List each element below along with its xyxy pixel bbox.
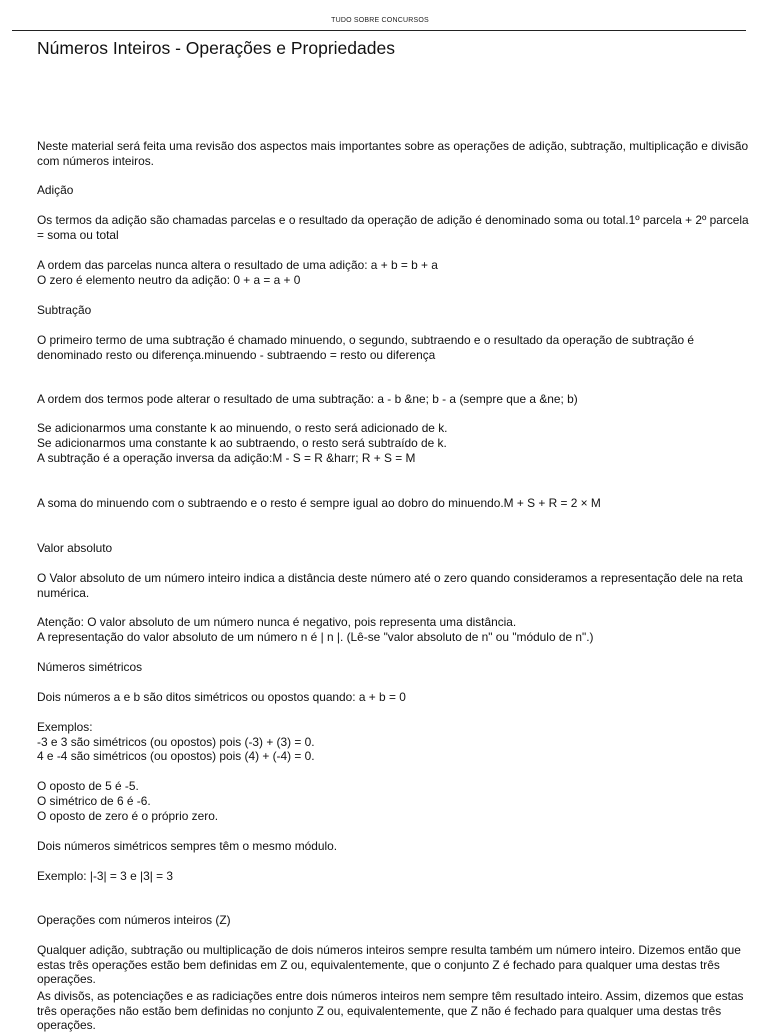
oposto-line-2: O simétrico de 6 é -6. — [37, 794, 151, 808]
modulo-paragraph: Dois números simétricos sempres têm o mesmo módulo. — [37, 839, 338, 853]
subtracao-paragraph-3: A soma do minuendo com o subtraendo e o resto é sempre igual ao dobro do minuendo.M + S + R = 2 × M — [37, 496, 601, 510]
section-heading-simetricos: Números simétricos — [37, 660, 143, 674]
subtracao-paragraph-2: A ordem dos termos pode alterar o resultado de uma subtração: a - b &ne; b - a (sempre que a &ne; b) — [37, 392, 578, 406]
valor-paragraph: O Valor absoluto de um número inteiro indica a distância deste número até o zero quando consideramos a representação dele na reta numérica. — [37, 571, 743, 600]
page-title: Números Inteiros - Operações e Propriedades — [37, 38, 395, 58]
intro-paragraph: Neste material será feita uma revisão dos aspectos mais importantes sobre as operações de adição, subtração, multiplicação e divisão com números inteiros. — [37, 139, 749, 168]
subtracao-line-3: A subtração é a operação inversa da adição:M - S = R &harr; R + S = M — [37, 451, 416, 465]
valor-line-2: A representação do valor absoluto de um número n é | n |. (Lê-se "valor absoluto de n" ou "módulo de n".) — [37, 630, 594, 644]
section-heading-operacoes: Operações com números inteiros (Z) — [37, 913, 231, 927]
section-heading-adicao: Adição — [37, 183, 74, 197]
section-heading-subtracao: Subtração — [37, 303, 92, 317]
adicao-line-1: A ordem das parcelas nunca altera o resultado de uma adição: a + b = b + a — [37, 258, 438, 272]
valor-line-1: Atenção: O valor absoluto de um número nunca é negativo, pois representa uma distância. — [37, 615, 517, 629]
exemplos-line-2: -3 e 3 são simétricos (ou opostos) pois (-3) + (3) = 0. — [37, 735, 315, 749]
adicao-line-2: O zero é elemento neutro da adição: 0 + a = a + 0 — [37, 273, 301, 287]
operacoes-paragraph-2: As divisõs, as potenciações e as radiciações entre dois números inteiros nem sempre têm resultado inteiro. Assim, dizemos que estas três operações não estão bem definidas no conjunto Z ou, equivalentemente, que Z não é fechado para qualquer uma destas três operações. — [37, 989, 744, 1033]
oposto-line-3: O oposto de zero é o próprio zero. — [37, 809, 219, 823]
section-heading-valor-absoluto: Valor absoluto — [37, 541, 113, 555]
subtracao-line-1: Se adicionarmos uma constante k ao minuendo, o resto será adicionado de k. — [37, 421, 448, 435]
modulo-example: Exemplo: |-3| = 3 e |3| = 3 — [37, 869, 173, 883]
simetricos-paragraph: Dois números a e b são ditos simétricos ou opostos quando: a + b = 0 — [37, 690, 406, 704]
adicao-paragraph: Os termos da adição são chamadas parcelas e o resultado da operação de adição é denominado soma ou total.1º parcela + 2º parcela = soma ou total — [37, 213, 749, 242]
site-header: TUDO SOBRE CONCURSOS — [331, 17, 429, 24]
exemplos-line-3: 4 e -4 são simétricos (ou opostos) pois (4) + (-4) = 0. — [37, 749, 315, 763]
operacoes-paragraph-1: Qualquer adição, subtração ou multiplicação de dois números inteiros sempre resulta também um número inteiro. Dizemos então que estas três operações estão bem definidas em Z ou, equivalentemente, que o conjunto Z é fechado para qualquer uma destas três operações. — [37, 943, 741, 987]
subtracao-line-2: Se adicionarmos uma constante k ao subtraendo, o resto será subtraído de k. — [37, 436, 447, 450]
exemplos-line-1: Exemplos: — [37, 720, 93, 734]
subtracao-paragraph-1: O primeiro termo de uma subtração é chamado minuendo, o segundo, subtraendo e o resultado da operação de subtração é denominado resto ou diferença.minuendo - subtraendo = resto ou diferença — [37, 333, 695, 362]
oposto-line-1: O oposto de 5 é -5. — [37, 779, 139, 793]
header-divider — [12, 30, 746, 31]
